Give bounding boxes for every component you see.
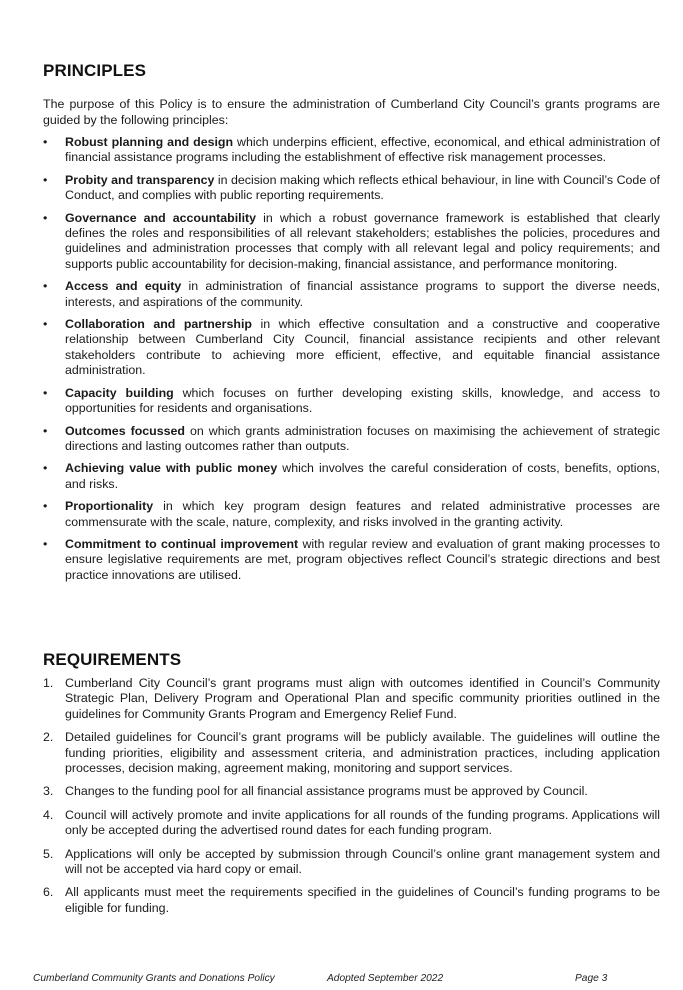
list-item: [43, 847, 660, 878]
requirements-heading: REQUIREMENTS: [43, 650, 182, 669]
principle-text: in which a robust governance framework is established that clearly defines the roles and responsibilities of all relevant stakeholders; establishes the policies, procedures and guidelines and administration processes that comply with all relevant legal and policy requirements; and supports public accountability for decision-making, financial assistance, and performance monitoring.: [65, 210, 660, 271]
list-item: [43, 676, 660, 722]
principle-text: in decision making which reflects ethical behaviour, in line with Council’s Code of Conduct, and complies with public reporting requirements.: [65, 172, 660, 203]
principle-title: Access and equity: [65, 279, 182, 294]
list-item: [43, 173, 660, 204]
requirement-text: Detailed guidelines for Council’s grant programs will be publicly available. The guidelines will outline the funding priorities, eligibility and assessment criteria, and administration practices, including application processes, decision making, agreement making, monitoring and support services.: [65, 730, 660, 776]
footer-page-number: Page 3: [575, 973, 608, 984]
principle-text: in which effective consultation and a constructive and cooperative relationship between Cumberland City Council, financial assistance recipients and other relevant stakeholders contribute to achieving more efficient, effective, and equitable financial assistance administration.: [65, 317, 660, 378]
list-item: [43, 808, 660, 839]
list-item: [43, 317, 660, 379]
requirement-text: Council will actively promote and invite applications for all rounds of the funding programs. Applications will only be accepted during the advertised round dates for each funding program.: [65, 807, 660, 838]
list-item: [43, 885, 660, 916]
item-number: 4.: [43, 807, 54, 822]
principle-text: on which grants administration focuses on maximising the achievement of strategic directions and lasting outcomes rather than outputs.: [65, 423, 660, 453]
requirement-text: Cumberland City Council’s grant programs must align with outcomes identified in Council’s Community Strategic Plan, Delivery Program and Operational Plan and specific community priorities outlined in the guidelines for Community Grants Program and Emergency Relief Fund.: [65, 676, 660, 721]
principle-title: Commitment to continual improvement: [65, 536, 299, 551]
list-item: [43, 499, 660, 530]
principle-title: Robust planning and design: [65, 135, 234, 149]
principle-title: Capacity building: [65, 385, 174, 400]
footer-adopted-date: Adopted September 2022: [327, 973, 444, 984]
bullet: •: [43, 536, 48, 551]
list-item: [43, 386, 660, 417]
bullet: •: [43, 423, 48, 438]
principle-title: Governance and accountability: [65, 210, 257, 225]
list-item: [43, 461, 660, 492]
footer-policy-title: Cumberland Community Grants and Donations Policy: [33, 973, 275, 984]
item-number: 3.: [43, 784, 54, 799]
bullet: •: [43, 279, 48, 294]
requirements-list: [43, 676, 660, 924]
bullet: •: [43, 135, 48, 149]
principle-text: with regular review and evaluation of grant making processes to ensure legislative requirements are met, program objectives reflect Council’s strategic directions and best practice innovations are utilised.: [65, 536, 660, 582]
principle-title: Proportionality: [65, 499, 154, 514]
list-item: [43, 135, 660, 166]
bullet: •: [43, 210, 48, 225]
requirement-text: All applicants must meet the requirements specified in the guidelines of Council’s funding programs to be eligible for funding.: [65, 885, 660, 915]
principle-text: which involves the careful consideration of costs, benefits, options, and risks.: [65, 461, 660, 491]
principle-text: which focuses on further developing existing skills, knowledge, and access to opportunities for residents and organisations.: [65, 385, 660, 416]
list-item: [43, 784, 660, 799]
principle-title: Collaboration and partnership: [65, 317, 252, 332]
list-item: [43, 537, 660, 583]
item-number: 5.: [43, 846, 54, 861]
principles-list: [43, 135, 660, 590]
list-item: [43, 279, 660, 310]
principles-intro: The purpose of this Policy is to ensure the administration of Cumberland City Council’s grants programs are guided by the following principles:: [43, 97, 660, 127]
item-number: 2.: [43, 730, 54, 745]
bullet: •: [43, 461, 48, 476]
principle-text: which underpins efficient, effective, economical, and ethical administration of financial assistance programs including the establishment of effective risk management processes.: [65, 135, 661, 165]
principle-title: Probity and transparency: [65, 172, 215, 187]
bullet: •: [43, 499, 48, 514]
list-item: [43, 211, 660, 273]
list-item: [43, 730, 660, 776]
page-footer: [0, 973, 683, 987]
item-number: 6.: [43, 885, 54, 900]
principle-title: Achieving value with public money: [65, 461, 278, 476]
item-number: 1.: [43, 676, 54, 690]
list-item: [43, 424, 660, 455]
principle-text: in administration of financial assistance programs to support the diverse needs, interests, and aspirations of the community.: [65, 279, 660, 309]
bullet: •: [43, 317, 48, 332]
requirement-text: Changes to the funding pool for all financial assistance programs must be approved by Council.: [65, 784, 588, 799]
principle-text: in which key program design features and related administrative processes are commensurate with the scale, nature, complexity, and risks involved in the granting activity.: [65, 499, 660, 529]
principle-title: Outcomes focussed: [65, 423, 185, 438]
bullet: •: [43, 385, 48, 400]
requirement-text: Applications will only be accepted by submission through Council’s online grant management system and will not be accepted via hard copy or email.: [65, 846, 660, 877]
bullet: •: [43, 172, 48, 187]
principles-heading: PRINCIPLES: [43, 61, 147, 80]
